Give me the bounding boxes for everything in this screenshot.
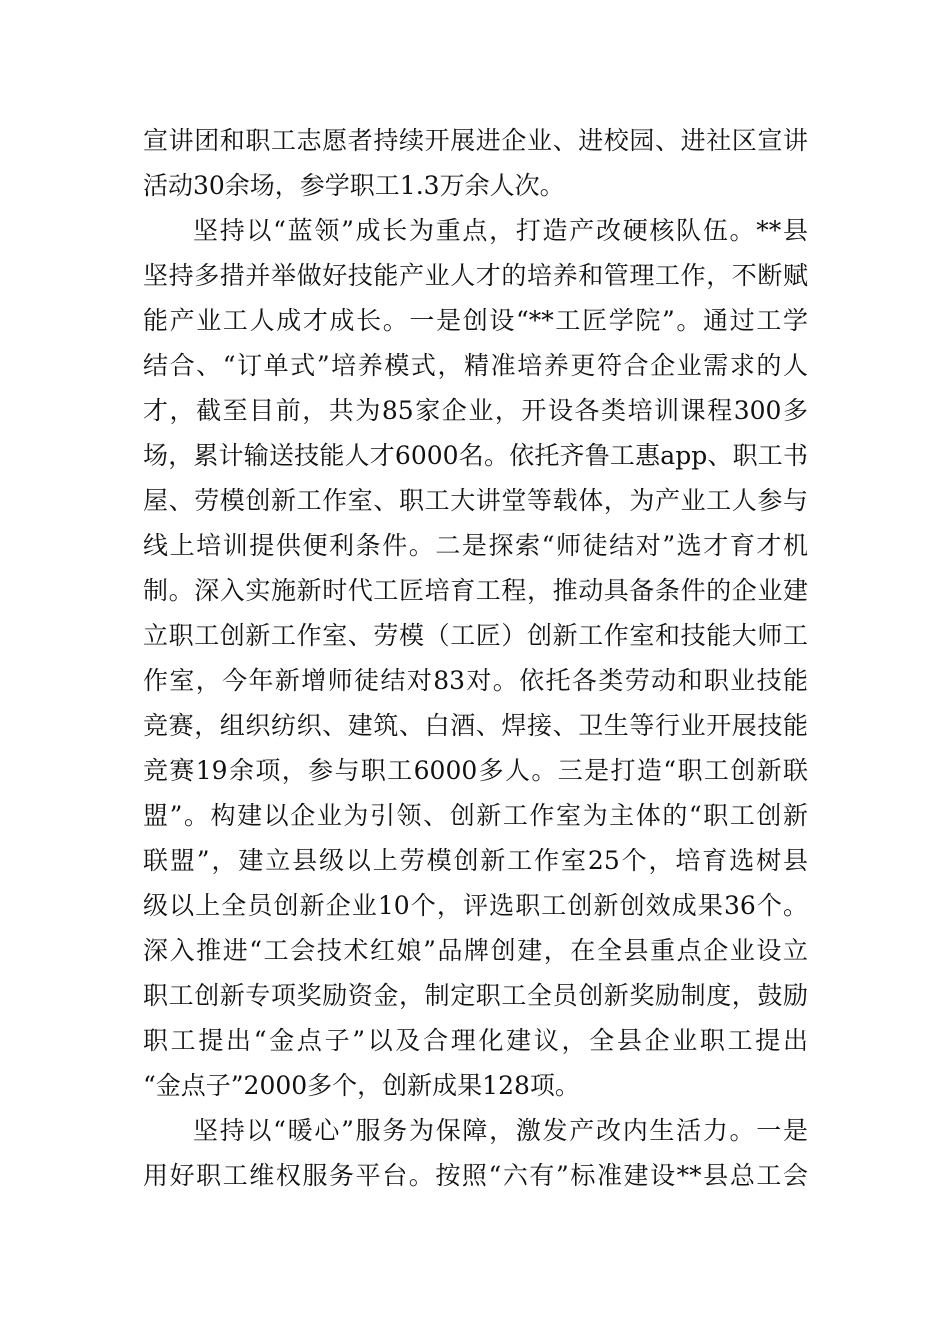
text-line: 深入推进“工会技术红娘”品牌创建，在全县重点企业设立 <box>143 936 808 965</box>
text-line: 盟”。构建以企业为引领、创新工作室为主体的“职工创新 <box>143 801 808 830</box>
text-line: 级以上全员创新企业10个，评选职工创新创效成果36个。 <box>143 891 808 920</box>
paragraph-start-line: 坚持以“蓝领”成长为重点，打造产改硬核队伍。**县 <box>193 216 808 245</box>
text-line: 职工创新专项奖励资金，制定职工全员创新奖励制度，鼓励 <box>143 981 808 1010</box>
paragraph-start-line: 坚持以“暖心”服务为保障，激发产改内生活力。一是 <box>193 1116 808 1145</box>
text-line: 场，累计输送技能人才6000名。依托齐鲁工惠app、职工书 <box>143 441 808 470</box>
text-line: 竞赛，组织纺织、建筑、白酒、焊接、卫生等行业开展技能 <box>143 711 808 740</box>
text-line: 活动30余场，参学职工1.3万余人次。 <box>143 171 565 200</box>
text-line: 能产业工人成才成长。一是创设“**工匠学院”。通过工学 <box>143 306 808 335</box>
text-line: 用好职工维权服务平台。按照“六有”标准建设**县总工会 <box>143 1161 808 1190</box>
text-line: 才，截至目前，共为85家企业，开设各类培训课程300多 <box>143 396 808 425</box>
text-line: 制。深入实施新时代工匠培育工程，推动具备条件的企业建 <box>143 576 808 605</box>
text-line: 立职工创新工作室、劳模（工匠）创新工作室和技能大师工 <box>143 621 808 650</box>
text-line: 坚持多措并举做好技能产业人才的培养和管理工作，不断赋 <box>143 261 808 290</box>
text-line: 作室，今年新增师徒结对83对。依托各类劳动和职业技能 <box>143 666 808 695</box>
text-line: 联盟”，建立县级以上劳模创新工作室25个，培育选树县 <box>143 846 808 875</box>
text-line: 职工提出“金点子”以及合理化建议，全县企业职工提出 <box>143 1026 808 1055</box>
text-line: “金点子”2000多个，创新成果128项。 <box>143 1071 580 1100</box>
text-line: 屋、劳模创新工作室、职工大讲堂等载体，为产业工人参与 <box>143 486 808 515</box>
text-line: 宣讲团和职工志愿者持续开展进企业、进校园、进社区宣讲 <box>143 126 808 155</box>
document-body <box>143 118 808 1198</box>
text-line: 结合、“订单式”培养模式，精准培养更符合企业需求的人 <box>143 351 808 380</box>
text-line: 竞赛19余项，参与职工6000多人。三是打造“职工创新联 <box>143 756 808 785</box>
text-line: 线上培训提供便利条件。二是探索“师徒结对”选才育才机 <box>143 531 808 560</box>
